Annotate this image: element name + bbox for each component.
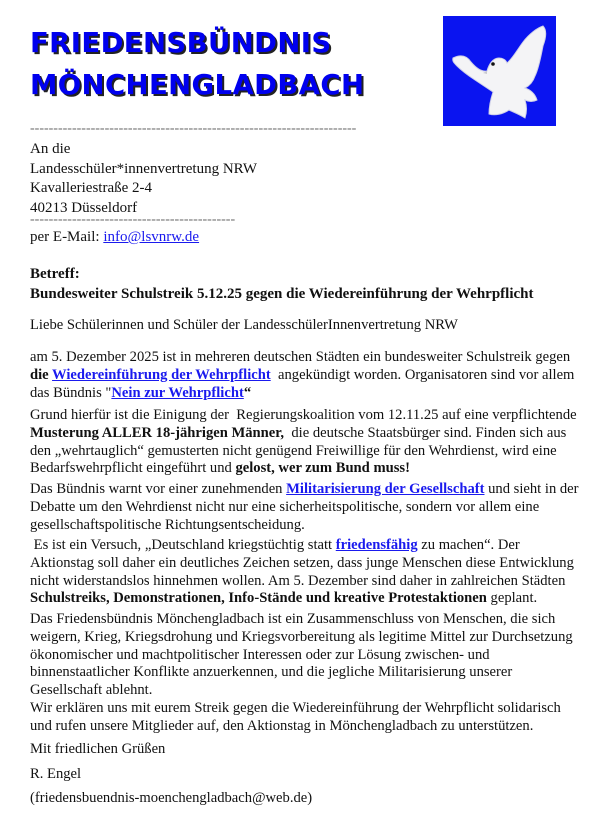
text-span: zu machen“. Der bbox=[417, 537, 520, 553]
text-line: ökonomischer und machtpolitischer Interessen oder zur Lösung zwischen- und bbox=[30, 646, 490, 663]
link-friedensfaehig[interactable]: friedensfähig bbox=[335, 537, 418, 553]
text-span: Das Bündnis warnt vor einer zunehmenden bbox=[30, 481, 287, 497]
text-span: angekündigt worden. Organisatoren sind vor allem bbox=[270, 366, 575, 383]
text-span: Bedarfswehrpflicht eingeführt und bbox=[30, 460, 236, 477]
text-line: Grund hierfür ist die Einigung der Regierungskoalition vom 12.11.25 auf eine verpflichtende bbox=[30, 407, 577, 423]
text-line: Aktionstag soll daher ein deutliches Zeichen setzen, dass junge Menschen diese Entwicklung bbox=[30, 554, 574, 571]
text-line: Das Friedensbündnis Mönchengladbach ist ein Zusammenschluss von Menschen, die sich bbox=[30, 611, 556, 627]
subject bbox=[30, 264, 534, 304]
separator-line: -------------------------------------------- bbox=[30, 213, 236, 227]
signature: R. Engel bbox=[30, 766, 82, 782]
recipient-address bbox=[30, 140, 257, 218]
recipient-line: Landesschüler*innenvertretung NRW bbox=[30, 160, 258, 177]
link-wiedereinfuehrung[interactable]: Wiedereinführung der Wehrpflicht bbox=[52, 366, 271, 383]
text-bold: gelost, wer zum Bund muss! bbox=[235, 460, 410, 477]
text-line bbox=[30, 537, 590, 555]
recipient-line: An die bbox=[30, 141, 71, 157]
text-line: Gesellschaft ablehnt. bbox=[30, 682, 153, 699]
text-span: geplant. bbox=[486, 590, 538, 607]
paragraph-reason bbox=[30, 407, 590, 478]
text-line bbox=[30, 385, 590, 403]
text-line: nicht widerstandslos hinnehmen wollen. Am 5. Dezember sind daher in zahlreichen Städten bbox=[30, 572, 566, 589]
text-line: und rufen unsere Mitglieder auf, den Aktionstag in Mönchengladbach zu unterstützen. bbox=[30, 717, 534, 734]
dove-logo bbox=[443, 16, 556, 126]
link-nein-zur-wehrpflicht[interactable]: Nein zur Wehrpflicht bbox=[111, 384, 244, 401]
organization-title bbox=[30, 22, 364, 106]
text-line: am 5. Dezember 2025 ist in mehreren deutschen Städten ein bundesweiter Schulstreik gegen bbox=[30, 349, 571, 365]
closing: Mit friedlichen Grüßen bbox=[30, 741, 166, 757]
text-line: gesellschaftspolitische Richtungsentscheidung. bbox=[30, 516, 305, 533]
text-span: und sieht in der bbox=[484, 481, 579, 497]
paragraph-announcement bbox=[30, 349, 590, 402]
text-bold: Schulstreiks, Demonstrationen, Info-Stände und kreative Protestaktionen bbox=[30, 590, 487, 607]
title-line-2: MÖNCHENGLADBACH bbox=[30, 69, 365, 101]
text-span: die deutsche Staatsbürger sind. Finden sich aus bbox=[284, 424, 567, 441]
text-span: das Bündnis " bbox=[30, 384, 112, 401]
paragraph-action-day bbox=[30, 537, 590, 608]
salutation: Liebe Schülerinnen und Schüler der LandesschülerInnenvertretung NRW bbox=[30, 317, 458, 333]
text-line bbox=[30, 590, 590, 608]
link-militarisierung[interactable]: Militarisierung der Gesellschaft bbox=[286, 481, 485, 497]
recipient-line: Kavalleriestraße 2-4 bbox=[30, 180, 153, 196]
subject-text: Bundesweiter Schulstreik 5.12.25 gegen die Wiedereinführung der Wehrpflicht bbox=[30, 286, 534, 302]
text-line bbox=[30, 367, 590, 385]
text-span: Es ist ein Versuch, „Deutschland kriegstüchtig statt bbox=[30, 537, 336, 553]
text-bold: die bbox=[30, 366, 53, 383]
text-bold: “ bbox=[243, 384, 252, 401]
recipient-line: 40213 Düsseldorf bbox=[30, 199, 138, 216]
text-line: Wir erklären uns mit eurem Streik gegen die Wiedereinführung der Wehrpflicht solidarisch bbox=[30, 700, 561, 716]
dove-icon bbox=[443, 16, 556, 126]
text-line: Debatte um den Wehrdienst nicht nur eine sicherheitspolitische, sondern vor allem eine bbox=[30, 498, 540, 515]
contact-email: (friedensbuendnis-moenchengladbach@web.de) bbox=[30, 790, 313, 806]
paragraph-about bbox=[30, 611, 590, 700]
paragraph-warning bbox=[30, 481, 590, 534]
text-line bbox=[30, 460, 590, 478]
text-line: den „wehrtauglich“ gemusterten nicht genügend Freiwillige für den Wehrdienst, wird eine bbox=[30, 442, 557, 459]
title-line-1: FRIEDENSBÜNDNIS bbox=[30, 27, 332, 59]
separator-line: ---------------------------------------------------------------------- bbox=[30, 122, 357, 136]
email-link[interactable]: info@lsvnrw.de bbox=[103, 229, 200, 245]
text-line bbox=[30, 425, 590, 443]
email-line bbox=[30, 228, 199, 247]
email-label: per E-Mail: bbox=[30, 229, 104, 245]
subject-label: Betreff: bbox=[30, 266, 80, 282]
text-line: binnenstaatlicher Konflikte anzuerkennen, und die jegliche Militarisierung unserer bbox=[30, 664, 513, 681]
text-bold: Musterung ALLER 18-jährigen Männer, bbox=[30, 424, 285, 441]
paragraph-solidarity bbox=[30, 700, 590, 736]
text-line bbox=[30, 481, 590, 499]
text-line: weigern, Krieg, Kriegsdrohung und Kriegsvorbereitung als legitime Mittel zur Durchsetzung bbox=[30, 628, 573, 645]
